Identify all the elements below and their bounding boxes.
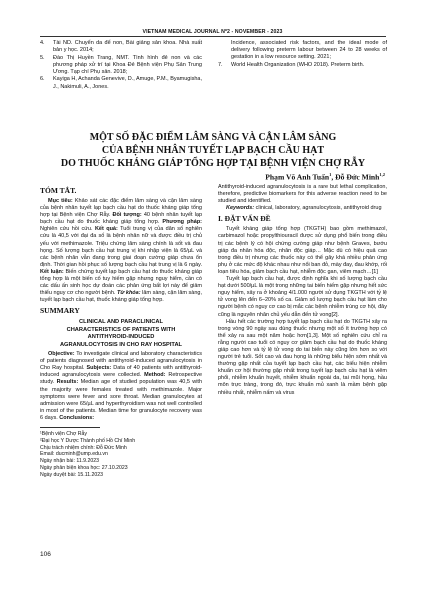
summary-title-line: CHARACTERISTICS OF PATIENTS WITH xyxy=(66,326,176,333)
summary-subjects-text: Data of 40 patients with antithyroid-induced agranulocytosis were collected. xyxy=(40,365,203,379)
footnote-line: Ngày nhận bài: 11.9.2023 xyxy=(40,458,100,465)
keywords-label: Từ khóa: xyxy=(117,290,141,297)
results-label: Kết quả: xyxy=(94,226,118,233)
summary-title-line: ANTITHYROID-INDUCED xyxy=(87,334,155,341)
footnote-line: Ngày duyệt bài: 15.11.2023 xyxy=(40,471,104,478)
method-label: Phương pháp: xyxy=(162,219,203,226)
author-affiliation: 1,2 xyxy=(379,172,385,177)
body-paragraph: Hầu hết các trường hợp tuyết lạp bạch cầu hạt do TKGTH xảy ra trong vòng 90 ngày sau dùng thuốc nhưng một số ít trường hợp có thể xảy ra sau một năm hoặc hơn[1,3]. Một số nghiên cứu chỉ ra rằng người cao tuổi có nguy cơ giảm bạch cầu hạt do thuốc kháng giáp cao hơn và tỷ lệ tử vong do tai biến này cũng lớn hơn so với người trẻ tuổi. Sốt cao và đau họng là những biểu hiện sớm nhất và thường gặp nhất của tuyết lạp bạch cầu hạt, các biểu hiện nhiễm khuẩn cơ hội thường gặp nhất trong tuyết lạp bạch cầu hạt là viêm phổi, nhiễm khuẩn huyết, nhiễm khuẩn ngoài da, tai mũi họng, hầu môn trực tràng, trong đó, trực khuẩn mủ xanh là mầm bệnh gặp nhiều nhất, nhiễm nấm và virus xyxy=(218,318,387,396)
summary-objective-label: Objective: xyxy=(48,351,75,358)
reference-item xyxy=(40,55,202,76)
summary-results-text: Median age of studied population was 40,5 with the majority were females treated with methimazole. Major symptoms were fever and sore throat. Median granulocytes at admission were 65/µL and hyperthyroidism was not well controlled in most of the patients. Median time for granulocyte recovery was 6 days. xyxy=(40,379,203,421)
summary-conclusions-label: Conclusions: xyxy=(59,414,95,421)
conclusion-label: Kết luận: xyxy=(40,268,64,275)
reference-text: World Health Organization (WHO 2018). Preterm birth. xyxy=(231,61,365,68)
footnote-rule xyxy=(40,427,100,428)
introduction-heading: I. ĐẶT VẤN ĐỀ xyxy=(218,214,271,224)
title-line: MỘT SỐ ĐẶC ĐIỂM LÂM SÀNG VÀ CẬN LÂM SÀNG xyxy=(89,132,337,143)
footnote-line: Ngày phản biện khoa học: 27.10.2023 xyxy=(40,464,128,471)
references-left xyxy=(40,40,202,91)
body-paragraph: Tuyết kháng giáp tổng hợp (TKGTH) bao gồm methimazol, carbimazol hoặc propylthiouracil được sử dụng phổ biến trong điều trị các bệnh lý có hội chứng cường giáp như bệnh Graves, bướu giáp đa nhân hóa độc, nhân độc giáp… Mặc dù có hiệu quả cao trong điều trị nhưng các thuốc này có thể gây khá nhiều phản ứng phụ ở các mức độ khác nhau như nổi ban đỏ, mày đay, đau khớp, rối loạn tiêu hóa, giảm bạch cầu hạt, nhiễm độc gan, viêm mạch…[1] xyxy=(218,226,387,275)
reference-number: 6. xyxy=(40,76,45,83)
article-title xyxy=(40,131,386,170)
footnote-line: Chịu trách nhiệm chính: Đỗ Đức Minh xyxy=(40,444,127,451)
summary-heading: SUMMARY xyxy=(40,306,80,316)
reference-item xyxy=(40,76,202,90)
page-number: 106 xyxy=(40,551,51,558)
summary-title xyxy=(40,319,202,349)
authors: Phạm Võ Anh Tuấn$^1$, Đỗ Đức Minh$^{1,2}$ xyxy=(265,172,385,182)
reference-text: Tài ND. Chuyển da để non, Bài giảng sản khoa. Nhà xuất bản y học. 2014; xyxy=(53,40,202,54)
author-name: Phạm Võ Anh Tuấn xyxy=(265,172,330,182)
author-affiliation: 1 xyxy=(329,172,332,177)
body-paragraph: Tuyết lạp bạch cầu hạt, được định nghĩa khi số lượng bạch cầu hạt dưới 500/µL là một trong những tai biến hiếm gặp nhưng hết sức nguy hiểm, xảy ra ở khoảng 4/1.000 người sử dụng TKGTH với tỷ lệ tử vong lên đến 6–20% số ca. Giảm số lượng bạch cầu hạt làm cho người bệnh có nguy cơ cao bị mắc các bệnh nhiễm trùng cơ hội, đây cũng là nguyên nhân chủ yếu dẫn đến tử vong[2]. xyxy=(218,276,387,318)
footnotes xyxy=(40,431,202,479)
references-right xyxy=(218,40,387,69)
reference-item xyxy=(218,62,387,69)
summary-method-text: Retrospective study. xyxy=(40,372,203,386)
footnote-line: ²Đại học Y Dược Thành phố Hồ Chí Minh xyxy=(40,437,136,444)
footnote-line: ¹Bệnh viện Chợ Rẫy xyxy=(40,430,87,437)
subjects-label: Đối tượng: xyxy=(112,212,142,219)
footnote-line: Email: ducminh@ump.edu.vn xyxy=(40,451,108,458)
summary-subjects-label: Subjects: xyxy=(86,365,112,372)
results-text: Tuổi trung vị của dân số nghiên cứu là 40,5 với đại đa số là bệnh nhân nữ và được điều trị chủ yếu với methimazole. Triệu chứng lâm sàng chính là sốt và đau họng. Số lượng bạch cầu hạt trung vị khi nhập viện là 65/µL và các bệnh nhân vẫn đang trong giai đoạn cường giáp chưa ổn định. Thời gian hồi phục số lượng bạch cầu hạt trung vị là 6 ngày. xyxy=(40,226,203,268)
subjects-text: 40 bệnh nhân tuyết lạp bạch cầu hạt do thuốc kháng giáp tổng hợp. xyxy=(40,212,203,226)
title-line: CỦA BỆNH NHÂN TUYẾT LẠP BẠCH CẦU HẠT xyxy=(101,145,325,156)
summary-method-label: Method: xyxy=(144,372,166,379)
keywords-text: lâm sàng, cận lâm sàng, tuyết lạp bạch cầu hạt, thuốc kháng giáp tổng hợp. xyxy=(40,290,203,304)
reference-number: 7. xyxy=(218,61,223,68)
reference-number: 4. xyxy=(40,40,45,46)
summary-continued: Antithyroid-induced agranulocytosis is a rare but lethal complication, therefore, predictive biomarkers for this adverse reaction need to be studied and identified. xyxy=(218,184,387,205)
summary-title-line: CLINICAL AND PARACLINICAL xyxy=(79,319,163,326)
right-column xyxy=(218,184,387,397)
objective-label: Mục tiêu: xyxy=(48,198,73,204)
abstract-heading: TÓM TẮT. xyxy=(40,186,77,195)
summary-results-label: Results: xyxy=(56,379,79,386)
author-name: Đỗ Đức Minh xyxy=(335,172,380,182)
summary-title-line: AGRANULOCYTOSIS IN CHO RAY HOSPITAL xyxy=(59,341,183,348)
keywords-text: clinical, laboratory, agranulocytosis, antithyroid drug xyxy=(255,205,382,212)
left-column xyxy=(40,184,202,479)
reference-text: Đào Thị Huyền Trang, NMT. Tình hình đẻ non và các phương pháp xử trí tại Khoa Đẻ Bệnh viện Phụ Sản Trung Ương. Tạp chí Phụ sản. 2018; xyxy=(53,54,202,75)
title-line: DO THUỐC KHÁNG GIÁP TỔNG HỢP TẠI BỆNH VIỆN CHỢ RẪY xyxy=(60,158,366,169)
summary-objective-text: To investigate clinical and laboratory characteristics of patients diagnosed with antithyroid-induced agranulocytosis in Cho Ray hospital. xyxy=(40,351,202,372)
abstract-paragraph xyxy=(40,198,202,304)
keywords-label: Keywords: xyxy=(226,205,255,212)
objective-text: Khảo sát các đặc điểm lâm sàng và cận lâm sàng của bệnh nhân tuyết lạp bạch cầu hạt do thuốc kháng giáp tổng hợp tại Bệnh viện Chợ Rẫy. xyxy=(40,198,202,219)
method-text: Nghiên cứu hồi cứu. xyxy=(40,226,93,233)
reference-item xyxy=(40,40,202,54)
journal-header: VIETNAM MEDICAL JOURNAL Nº2 - NOVEMBER - 2023 xyxy=(142,29,283,35)
reference-item xyxy=(218,40,387,61)
header-rule xyxy=(40,36,386,37)
reference-text: Incidence, associated risk factors, and the ideal mode of delivery following preterm labour between 24 to 28 weeks of gestation in a low resource setting. 2021; xyxy=(231,40,387,61)
keywords-paragraph xyxy=(218,205,387,212)
summary-paragraph xyxy=(40,351,202,422)
conclusion-text: Biến chứng tuyết lạp bạch cầu hạt do thuốc kháng giáp tổng hợp là một biến cố tuy hiếm gặp nhưng nguy hiểm, cần có các dấu ấn sinh học dự đoán các phản ứng bất lợi này để giảm thiểu nguy cơ cho người bệnh. xyxy=(40,268,203,297)
reference-text: Kayiga H, Achanda Genevive, D., Amuge, P.M., Byamugisha, J., Nakimuli, A., Jones. xyxy=(53,76,202,90)
reference-number: 5. xyxy=(40,54,45,61)
